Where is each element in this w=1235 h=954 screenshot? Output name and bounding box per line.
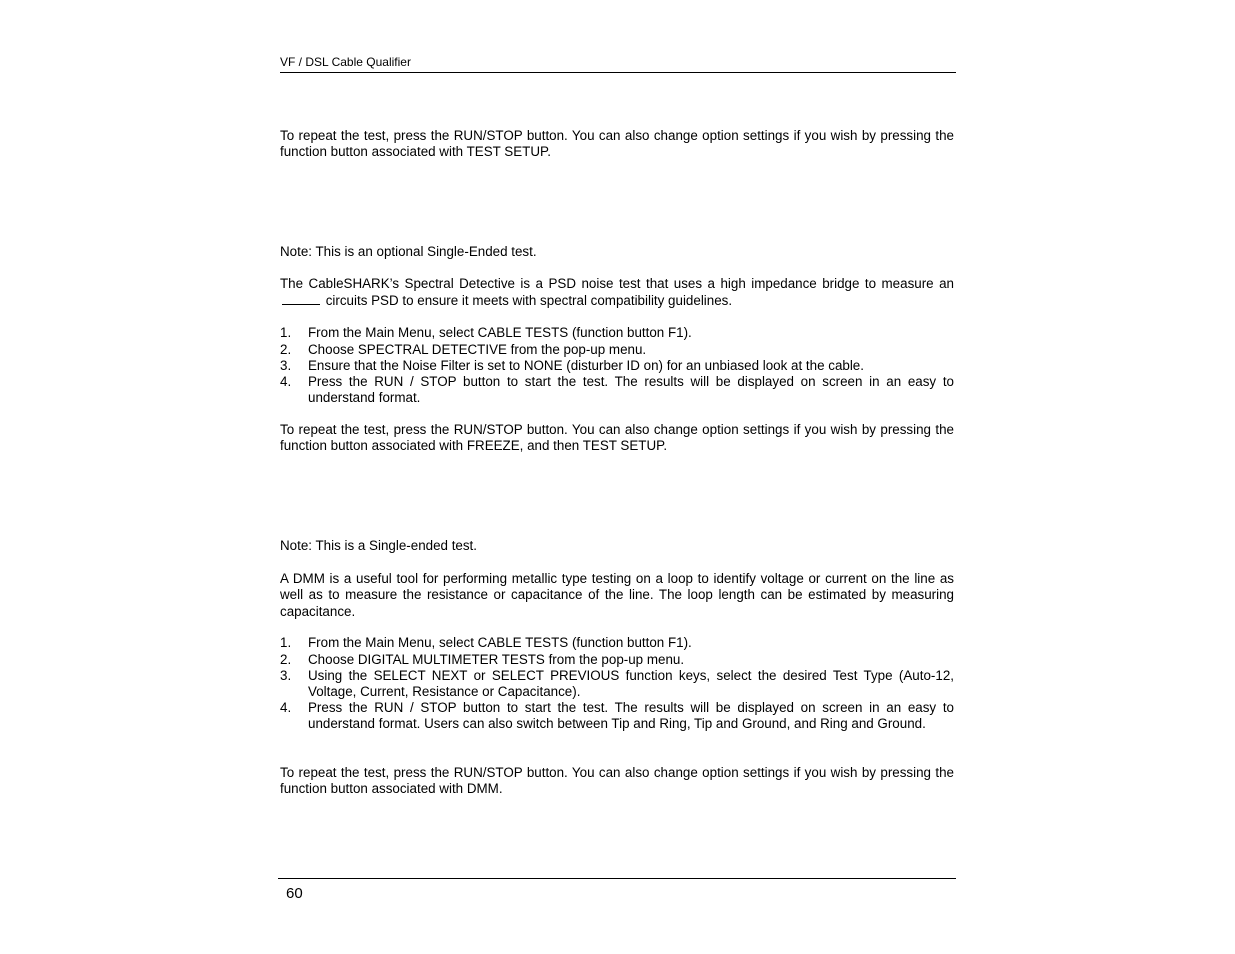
step-text: From the Main Menu, select CABLE TESTS (function button F1). (308, 325, 692, 340)
section1-repeat-paragraph: To repeat the test, press the RUN/STOP button. You can also change option settings if you wish by pressing the function button associated with TEST SETUP. (280, 128, 954, 160)
step-text: Choose DIGITAL MULTIMETER TESTS from the pop-up menu. (308, 652, 685, 667)
section3-repeat-paragraph: To repeat the test, press the RUN/STOP button. You can also change option settings if you wish by pressing the function button associated with DMM. (280, 765, 954, 797)
section2-note: Note: This is an optional Single-Ended test. (280, 244, 537, 259)
header-title: VF / DSL Cable Qualifier (280, 55, 411, 69)
step-text: From the Main Menu, select CABLE TESTS (function button F1). (308, 635, 692, 650)
step-number: 1. (280, 635, 292, 650)
section3-note: Note: This is a Single-ended test. (280, 538, 478, 553)
step-number: 2. (280, 342, 292, 357)
section2-intro-part-a: The CableSHARK’s Spectral Detective is a PSD noise test that uses a high impedance bridge to measure an (280, 276, 954, 291)
step-text: Press the RUN / STOP button to start the test. The results will be displayed on screen in an easy to understand format. Users can also switch between Tip and Ring, Tip and Ground, and Ring and Ground. (308, 700, 954, 732)
page-header (280, 55, 956, 73)
blank-underline (282, 292, 320, 305)
page-number: 60 (286, 885, 303, 902)
step-number: 1. (280, 325, 292, 340)
step-number: 2. (280, 652, 292, 667)
page-footer (278, 878, 956, 902)
step-text: Using the SELECT NEXT or SELECT PREVIOUS function keys, select the desired Test Type (Auto-12, Voltage, Current, Resistance or Capacitance). (308, 668, 954, 700)
section2-intro-part-b: circuits PSD to ensure it meets with spectral compatibility guidelines. (325, 293, 733, 309)
step-number: 4. (280, 700, 292, 715)
step-text: Press the RUN / STOP button to start the test. The results will be displayed on screen in an easy to understand format. (308, 374, 954, 406)
step-number: 3. (280, 668, 292, 683)
section2-repeat-paragraph: To repeat the test, press the RUN/STOP button. You can also change option settings if you wish by pressing the function button associated with FREEZE, and then TEST SETUP. (280, 422, 954, 454)
step-text: Ensure that the Noise Filter is set to NONE (disturber ID on) for an unbiased look at the cable. (308, 358, 864, 373)
step-text: Choose SPECTRAL DETECTIVE from the pop-up menu. (308, 342, 647, 357)
section3-intro-paragraph: A DMM is a useful tool for performing metallic type testing on a loop to identify voltage or current on the line as well as to measure the resistance or capacitance of the line. The loop length can be estimated by measuring capacitance. (280, 571, 954, 619)
step-number: 3. (280, 358, 292, 373)
section2-intro-paragraph (280, 276, 954, 310)
step-number: 4. (280, 374, 292, 389)
